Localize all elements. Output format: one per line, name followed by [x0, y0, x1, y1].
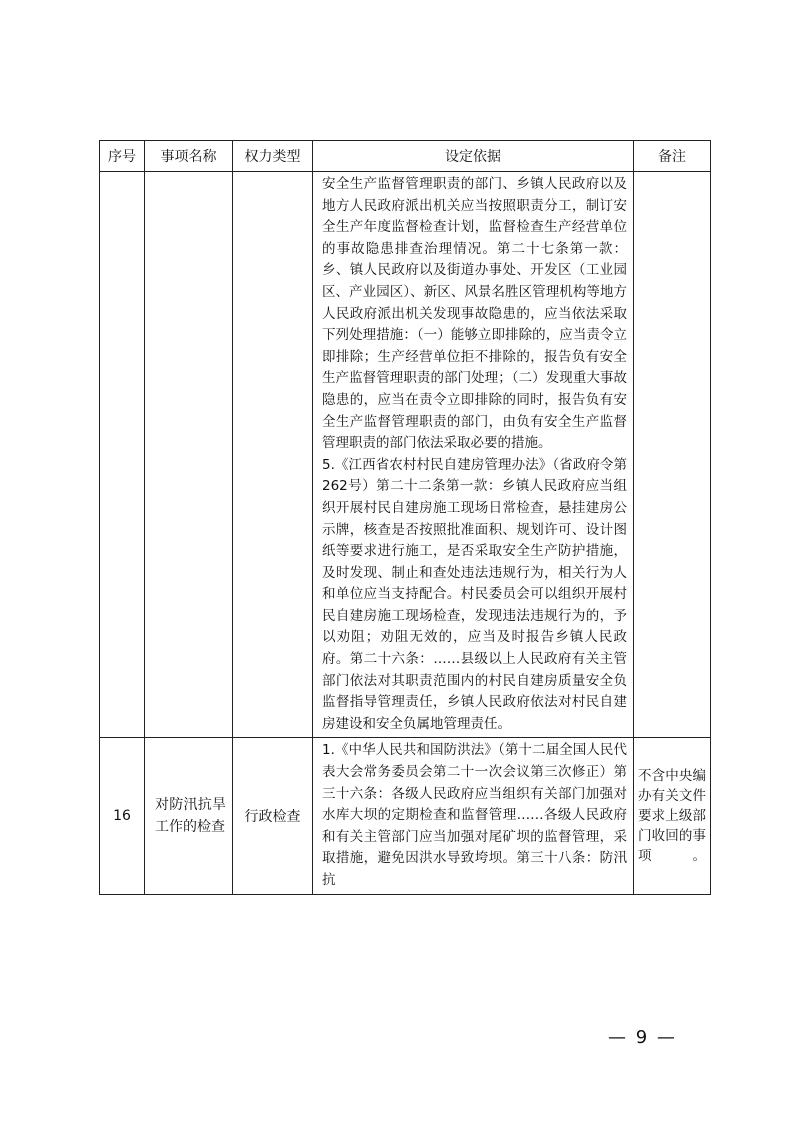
- legal-basis-cell: [313, 738, 634, 894]
- power-type-cell: 行政检查: [233, 738, 313, 894]
- page-number: — 9 —: [608, 1027, 677, 1048]
- power-type-cell: [233, 172, 313, 738]
- legal-basis-text: 安全生产监督管理职责的部门、乡镇人民政府以及地方人民政府派出机关应当按照职责分工，制订安全生产年度监督检查计划，监督检查生产经营单位的事故隐患排查治理情况。第二十七条第一款：乡、镇人民政府以及街道办事处、开发区（工业园区、产业园区）、新区、风景名胜区管理机构等地方人民政府派出机关发现事故隐患的，应当依法采取下列处理措施：（一）能够立即排除的，应当责令立即排除；生产经营单位拒不排除的，报告负有安全生产监督管理职责的部门处理；（二）发现重大事故隐患的，应当在责令立即排除的同时，报告负有安全生产监督管理职责的部门，由负有安全生产监督管理职责的部门依法采取必要的措施。 5.《江西省农村村民自建房管理办法》（省政府令第262号）第二十二条第一款：乡镇人民政府应当组织开展村民自建房施工现场日常检查，悬挂建房公示牌，核查是否按照批准面积、规划许可、设计图纸等要求进行施工，是否采取安全生产防护措施，及时发现、制止和查处违法违规行为，相关行为人和单位应当支持配合。村民委员会可以组织开展村民自建房施工现场检查，发现违法违规行为的，予以劝阻；劝阻无效的，应当及时报告乡镇人民政府。第二十六条：……县级以上人民政府有关主管部门依法对其职责范围内的村民自建房质量安全负监督指导管理责任，乡镇人民政府依法对村民自建房建设和安全负属地管理责任。: [322, 176, 627, 732]
- table-row: [100, 738, 711, 894]
- header-serial-number: 序号: [100, 141, 145, 172]
- remark-cell: [634, 172, 711, 738]
- header-item-name: 事项名称: [145, 141, 233, 172]
- legal-basis-text: 1.《中华人民共和国防洪法》（第十二届全国人民代表大会常务委员会第二十一次会议第三次修正）第三十六条：各级人民政府应当组织有关部门加强对水库大坝的定期检查和监督管理……各级人民政府和有关主管部门应当加强对尾矿坝的监督管理，采取措施，避免因洪水导致垮坝。第三十八条：防汛抗: [322, 742, 627, 888]
- item-name-cell: 对防汛抗旱工作的检查: [145, 738, 233, 894]
- header-legal-basis: 设定依据: [313, 141, 634, 172]
- item-name-cell: [145, 172, 233, 738]
- header-power-type: 权力类型: [233, 141, 313, 172]
- serial-number-cell: [100, 172, 145, 738]
- remark-cell: 不含中央编办有关文件要求上级部门收回的事项。: [634, 738, 711, 894]
- power-list-table: [99, 140, 711, 895]
- header-remarks: 备注: [634, 141, 711, 172]
- legal-basis-cell: [313, 172, 634, 738]
- serial-number-cell: 16: [100, 738, 145, 894]
- table-row: [100, 172, 711, 738]
- table-header-row: [100, 141, 711, 172]
